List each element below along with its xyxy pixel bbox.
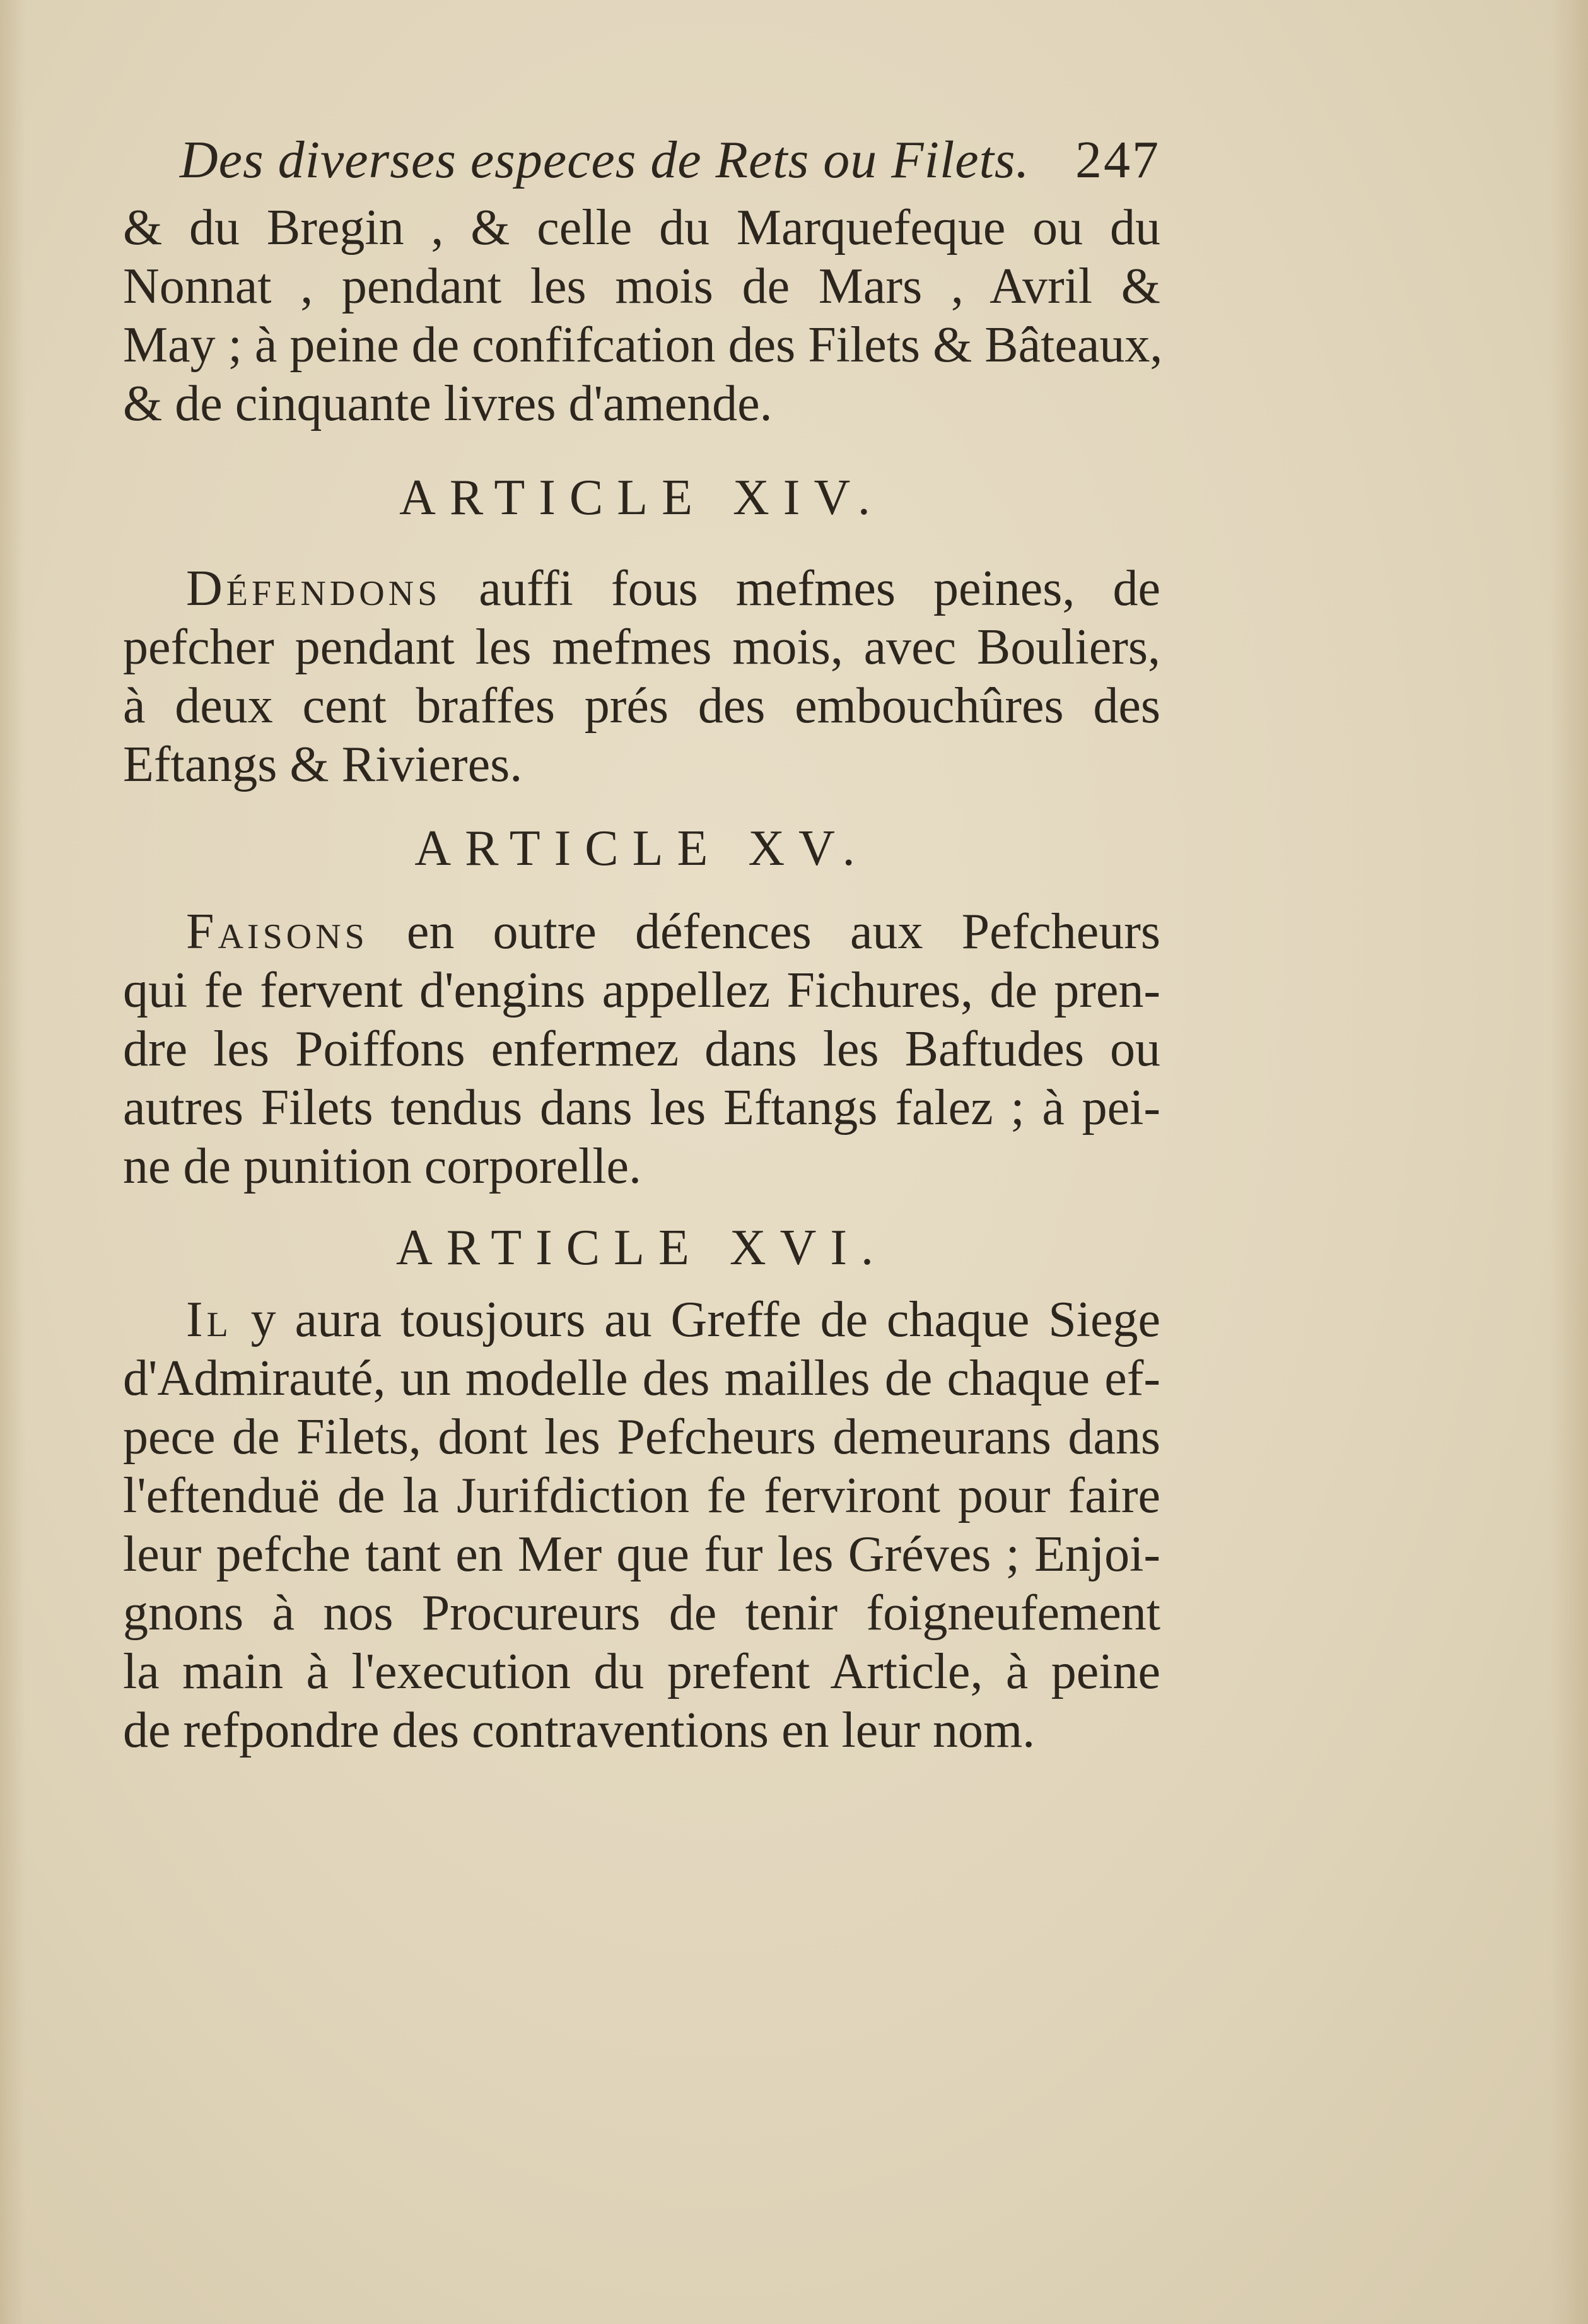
paragraph-article-xvi [123, 1291, 1160, 1760]
text-line: pece de Filets, dont les Pefcheurs demeurans dans [123, 1409, 1160, 1465]
text-line: à deux cent braffes prés des embouchûres des [123, 678, 1160, 734]
text-line: & de cinquante livres d'amende. [123, 376, 773, 431]
text-line: leur pefche tant en Mer que fur les Gréves ; Enjoi- [123, 1527, 1160, 1582]
article-heading-xv: ARTICLE XV. [414, 821, 869, 876]
lead-word: Défendons [186, 561, 441, 616]
text-line-rest: y aura tousjours au Greffe de chaque Siege [231, 1292, 1160, 1347]
paragraph-article-xv [123, 903, 1160, 1196]
text-line-rest: auffi fous mefmes peines, de [441, 561, 1160, 616]
text-line: Nonnat , pendant les mois de Mars , Avril & [123, 259, 1160, 314]
text-line: de refpondre des contraventions en leur nom. [123, 1703, 1036, 1758]
lead-word: Faisons [186, 904, 368, 960]
text-line: ne de punition corporelle. [123, 1139, 641, 1194]
article-heading-xiv: ARTICLE XIV. [399, 470, 884, 525]
text-line: qui fe fervent d'engins appellez Fichures, de pren- [123, 963, 1160, 1018]
text-line: l'eftenduë de la Jurifdiction fe ferviront pour faire [123, 1468, 1160, 1523]
running-title: Des diverses especes de Rets ou Filets. [180, 131, 1030, 189]
text-line: dre les Poiffons enfermez dans les Baftudes ou [123, 1021, 1160, 1077]
running-head [123, 129, 1160, 199]
text-line: pefcher pendant les mefmes mois, avec Bouliers, [123, 619, 1160, 675]
paragraph-article-xiv [123, 560, 1160, 794]
article-heading-xvi: ARTICLE XVI. [395, 1220, 888, 1276]
text-line [123, 1291, 1160, 1349]
text-block [123, 129, 1163, 1760]
text-line [123, 560, 1160, 618]
text-line [123, 903, 1160, 961]
page-left-shadow [0, 0, 25, 2324]
text-line: autres Filets tendus dans les Eftangs falez ; à pei- [123, 1080, 1160, 1136]
page-number: 247 [1075, 131, 1160, 189]
text-line: d'Admirauté, un modelle des mailles de chaque ef- [123, 1351, 1160, 1406]
page-right-shadow [1550, 0, 1588, 2324]
text-line: la main à l'execution du prefent Article, à peine [123, 1644, 1160, 1699]
text-line: Eftangs & Rivieres. [123, 737, 523, 792]
lead-word: Il [186, 1292, 232, 1347]
paragraph-continuation [123, 199, 1163, 433]
text-line: May ; à peine de confifcation des Filets & Bâteaux, [123, 317, 1163, 373]
text-line: gnons à nos Procureurs de tenir foigneufement [123, 1585, 1160, 1641]
text-line-rest: en outre défences aux Pefcheurs [368, 904, 1160, 960]
text-line: & du Bregin , & celle du Marquefeque ou du [123, 200, 1160, 255]
